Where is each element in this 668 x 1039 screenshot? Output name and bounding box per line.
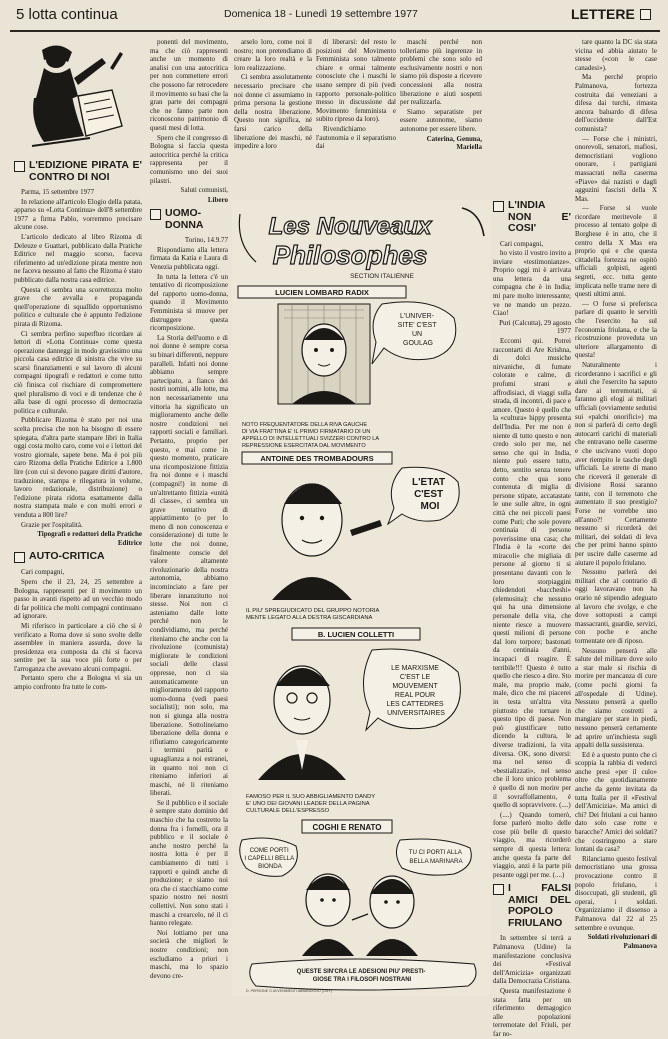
paragraph: — Forse che i ministri, onorevoli, senatori, mafiosi, democristiani vogliono onorare, i partigiani massacrati nella caserma «Piave» dai nazisti e dagli agguzini fascisti della X Mas. (575, 134, 657, 203)
paragraph: Noi lottiamo per una società che migliori le nostre condizioni; non escludiamo a priori i maschi, ma lo spazio devono cre- (150, 928, 228, 980)
paragraph: — O forse si preferisca parlare di quanto le servitù che l'esercito ha sul l'economia friulana, e che la ricostruzione proveduta un ulteriore allargamento di questa! (575, 299, 657, 360)
paragraph: Spero che il 23, 24, 25 settembre a Bologna, rappresenti per il movimento un passo in avanti rispetto ad un vecchio modo di far politica che molti compagni continuano ad ignorare. (14, 577, 142, 621)
cartoon-footnote: D. PERSONE O AVVENIMENTI ABBANDONO (CMY) (246, 989, 332, 993)
paragraph: La Storia dell'uomo e di noi donne è sempre corsa su binari differenti, neppure paralleli. Infatti noi donne abbiamo sempre partecipato, a fianco dei nostri uomini, alle lotte, ma non necessariamente una vittoria ha significato un miglioramento anche delle nostre condizioni nei rapporti sociali e familiari. Pertanto, proprio per questo, e mai come in questo momento, praticare una ricomposizione fittizia fra noi donne e i maschi (compagni!) in nome di un'altrettanto fittizia «unità di classe», ci sembra un grave tentativo di appiattimento (o per lo meno di non conoscenza e considerazione) di tutte le lotte che noi donne, finalmente conscie del valore altamente rivoluzionario della nostra autonomia, abbiamo incominciato a fare per liberare innanzitutto noi stesse. Noi non ci asteniamo dalle lotte perché non le condividiamo, ma perché riteniamo che anche con la rivoluzione (comunista) migliorate le condizioni sociali delle classi oppresse, non ci sia automaticamente un miglioramento del rapporto uomo-donna (vedi paesi socialisti); non solo, ma non si giunga alla nostra liberazione. Sottolineiamo liberazione della donna e rifiutiamo categoricamente i termini parità e uguaglianza a noi estranei, in quanto noi non ci riteniamo inferiori ai maschi, né li riteniamo liberati. (150, 333, 229, 798)
article-title-uomo-donna: UOMO-DONNA (150, 208, 228, 231)
square-bullet-icon (493, 884, 504, 895)
balloon-text-2: L'ETAT C'EST MOI (412, 477, 446, 512)
cartoon-title-1: Les Nouveaux (268, 213, 432, 240)
square-bullet-icon (150, 209, 161, 220)
section-title (571, 6, 651, 22)
paragraph: Pertanto spero che a Bologna vi sia un ampio confronto fra tutte le com- (14, 674, 142, 692)
paragraph: Rilanciamo questo festival democristiano una grossa provocazione contro il popolo friulano, i disoccupati, gli studenti, gli operai, i soldati. Organizziamo il dissenso a Palmanova dal 22 al 25 settembre e ovunque. (575, 854, 657, 932)
paragraph: Se il pubblico e il sociale è sempre stato dominio del maschio che ha costretto la donna fra i fornelli, ora il pubblico e il sociale è anche nostro perché la nostra lotta è per il cambiamento di tutti i rapporti e quindi anche di produzione; e siamo noi ora che ci stacchiamo come spazio nostro nei nostri collettivi. Non sono stati i maschi a crearcelo, né il ci hanno relegate. (150, 798, 228, 928)
header-rule (10, 30, 660, 32)
paragraph: In tutta la lettera c'è un tentativo di ricomposizione del rapporto uomo-donna, quando il Movimento Femminista si muove per distruggere questa ricomposizione. (150, 272, 228, 333)
signature: Libero (207, 195, 228, 204)
writer-illustration (14, 38, 142, 156)
paragraph: In settembre si terrà a Palmanova (Udine) la manifestazione conclusiva dei «Festival dell'Amicizia» organizzati dalla Democrazia Cristiana. (493, 934, 571, 986)
name-label-1: LUCIEN LOMBARD RADIX (275, 288, 369, 297)
column-1 (14, 38, 142, 993)
article-title-autocritica: AUTO-CRITICA (14, 551, 142, 563)
dateline: Puri (Calcutta), 29 agosto 1977 (499, 318, 571, 336)
column-2 (150, 38, 228, 993)
paragraph: Grazie per l'ospitalità. (21, 520, 83, 529)
paragraph: Ci sembra assolutamente necessario precisare che noi donne ci assumiamo in prima persona la gestione della nostra liberazione. Questo non significa, né farsi carico della liberazione dei maschi, né impedire a loro (234, 73, 312, 151)
greeting: Saluti comunisti, (180, 186, 228, 195)
name-label-2: ANTOINE DES TROMBADOURS (260, 454, 374, 463)
paragraph: ponenti del movimento, ma che ciò rappresenti anche un momento di analisi con una autocritica per non commettere errori che possono far retrocedere il movimento su basi che la gran parte dei compagni che ne fanno parte non riconoscono patrimonio di questi mesi di lotta. (150, 38, 228, 132)
square-bullet-icon (14, 552, 25, 563)
paragraph: arselo loro, come noi il nostro; non pretendiamo di creare la loro realtà e la loro realizzazione. (234, 38, 312, 72)
paragraph: Nessuno parlerà dei militari che al contrario di oggi lavoravano non ha orario né stipendio adeguato al lavoro che svolge, e che dove sottoposti a campi massacranti, guardie, servizi, con poche e anche tormentate ore di riposo. (575, 568, 657, 645)
paragraph: di liberarsi: del resto le posizioni del Movimento Femminista sono talmente chiare e ormai talmente conosciute che i maschi le usano sempre di più (vedi rapporto personale-politico messo in discussione dal Movimento femminista e subito ripreso da loro). (316, 38, 396, 124)
paragraph: Mi riferisco in particolare a ciò che si è verificato a Roma dove si sono svolte delle assemblee in maniera assurda, dove la presidenza era composta da chi si faceva sentire per la sua voce più forte o per l'arroganza che avevano alcuni compagni. (14, 621, 142, 673)
square-bullet-icon (14, 161, 25, 172)
caption-1: NOTO FREQUENTATORE DELLA RIVA GAUCHE DI VIA FRATTINA E' IL PRIMO FIRMATARIO DI UN APPELLO DI INTELLETTUALI SVIZZERI CONTRO LA REPRESSIONE ESERCITATA DAL MOVIMENTO (242, 422, 379, 449)
paragraph: maschi perché non tolleriamo più ingerenze in problemi che sono solo ed esclusivamente nostri e non siamo più disposte a ricevere concessioni alla nostra liberazione e aiuti sospetti per realizzarla. (400, 38, 482, 107)
paragraph: Siamo separatiste per essere autonome, siamo autonome per essere libere. (400, 107, 482, 133)
paragraph: Cari compagni, (21, 568, 65, 577)
paragraph: Ci sembra perfino superfluo ricordare ai lettori di «Lotta Continua» come questa operazione danneggi in modo gravissimo una piccola casa editrice di sinistra che vive su scarsi finanziamenti e sul lavoro di alcuni compagni tipografi e redattori e come tutto ciò finisca col rischiare di compromettere quel pluralismo di voci e di tendenze che è alla base di ogni processo di democrazia politica e culturale. (14, 329, 142, 415)
paragraph: (....) Quando tornerò, forse parlerò molto delle cose più belle di questo viaggio, ma ricorderò sempre di questa lettera: anche questa fa parte del viaggio, anzi è la parte più pesante oggi per me. (....) (493, 810, 571, 879)
column-4 (316, 38, 396, 196)
dateline: Parma, 15 settembre 1977 (21, 188, 95, 196)
paragraph: Spero che il congresso di Bologna si faccia questa autocritica perché la critica rappresenta per il comunismo uno dei suoi pilastri. (150, 133, 228, 185)
caption-2: IL PIU' SPREGIUDICATO DEL GRUPPO NOTORIA MENTE LEGATO ALLA DESTRA GISCARDIANA (246, 608, 380, 621)
balloon-text-4b: TU CI PORTI ALLA BELLA MARINARA (408, 849, 463, 865)
paragraph: Rivendichiamo l'autonomia e il separatismo dai (316, 124, 396, 151)
article-title-pirate-edition: L'EDIZIONE PIRATA E' CONTRO DI NOI (14, 160, 142, 183)
column-india-body (493, 196, 571, 1038)
paragraph: Questa manifestazione è stata fatta per un riferimento demagogico alle popolazioni terremotate del Friuli, per far no- (493, 987, 571, 1038)
paragraph: Ed è a questo punto che ci scoppia la rabbia di vederci anche presi «per il culo» oltre che quotidianamente anche da gente invitata da tutta Italia per il «Festival dell'Amicizia». Ma amici di chi? Dei friulani a cui hanno dato solo case rotte e baracche? Amici dei soldati? che costringono a stare lontani da casa? (575, 750, 657, 854)
issue-date: Domenica 18 - Lunedì 19 settembre 1977 (224, 8, 418, 20)
dateline: Torino, 14.9.77 (184, 236, 228, 245)
square-bullet-icon (493, 201, 504, 212)
section-label: LETTERE (571, 6, 635, 22)
balloon-text-3: LE MARXISME C'EST LE MOUVEMENT REAL POUR LES CATTEDRES UNIVERSITAIRES (386, 665, 445, 717)
column-3 (234, 38, 312, 196)
caricature-1 (278, 304, 370, 404)
caption-3: FAMOSO PER IL SUO ABBIGLIAMENTO DANDY E' UNO DEI GIOVANI LEADER DELLA PAGINA CULTURALE DELL'ESPRESSO (246, 794, 376, 814)
article-title-india: L'INDIA NON E' COSI' (493, 200, 571, 235)
name-label-4: COGHI E RENATO (312, 823, 382, 832)
paragraph: — Forse si vuole ricordare meritevole il processo al tentato golpe di Borghese è in atto, che il centro della X Mas era proprio qui e che questa cittadella fortezza ne ospitò ufficiali golpisti, agenti segreti, ecc. tutta gente implicata nelle trame nere di questi ultimi anni. (575, 204, 657, 299)
signature: Soldati rivoluzionari di Palmanova (587, 933, 657, 950)
paragraph: Nessuno penserà alle salute del militare dove solo a star male si rischia di morire per mancanza di cure (come pochi giorni fa all'ospedale di Udine). Nessuno penserà a quello che siamo costretti a mangiare per stare in piedi, nessuno penserà certamente ad aprire un'inchiesta sugli appalti della sussistenza. (575, 646, 657, 750)
column-6 (575, 38, 657, 993)
signature: Tipografi e redattori della Pratiche Editrice (37, 530, 142, 547)
paragraph: Ma perché proprio Palmanova, fortezza costruita dai veneziani a difesa dai turchi, rimasta ancora baluardo di difesa dell'occidente dall'Est comunista? (575, 73, 657, 133)
paragraph: Pubblicare Rizoma è stato per noi una scelta precisa che non ha bisogno di essere spiegata, d'altra parte stampare libri in Italia oggi costa molto caro, come voi e i lettori del vostro giornale, sapete bene. Ma è poi più caro Rizoma della Pratiche Editrice a 1.800 lire (con cui si devono pagare diritti d'autore, traduzione, stampa e rilegatura in volume, lavoro redazionale, distribuzione) o l'edizione pirata ridotta esattamente dalla nostra stampata male e con molti errori e venduta a 800 lire? (14, 416, 142, 519)
article-title-falsi-amici: I FALSI AMICI DEL POPOLO FRIULANO (493, 883, 571, 929)
name-label-3: B. LUCIEN COLLETTI (317, 630, 395, 639)
paragraph: Rispondiamo alla lettera firmata da Katia e Laura di Venezia pubblicata oggi. (150, 245, 228, 272)
column-5 (400, 38, 482, 196)
balloon-text-1: L'UNIVER- SITE' C'EST UN GOULAG (397, 313, 437, 347)
paragraph: Eccomi qui. Potrei raccontarti di Are Krishna, di dolci musiche nirvaniche, di fumate colorate e calme, di profumi strani e affrodisiaci, di viaggi sulla strada, di incontri, di pace e amore. Questo è quello che la «cultura» hippy presenta dell'India. Per me non è niente di tutto questo e non credo solo per me, nel senso che qui in India, niente può essere tutto, detto, sentito senza tenere conto che qua sono contenuta di miglia di persone stipate, accatastate le une sulle altre, in ogni città che nei piccoli paesi come Puri; che sole povere centinaia di persone poverissime una casa; che l'India è la «corte dei miracoli» che migliaia di persone al giorno ti si presentano davanti con le loro storpiaggini chiedendoti «baccheshi» (elemosina): che nessuno qui ha una dimensione personale della vita, che niente riesce a muovere questi milioni di persone dal loro torpore; bastonati da centinaia d'anni, incapaci di reagire. È terribile!!! Questo è tutto quello che riesco a dire. Sto male, ma proprio male, male, dico che mi piacerei in testa un'altra vita piuttosto che tornare in questo tipo di paese. Non può giustificare tutto dicendo la cultura, le diverse tradizioni, la vita diversa. OK, sono diversi: ma nel senso di «bestializzati», nel senso che il loro unico problema è quello di non morire per il sovraffollamento, è quello di sopravvivere. (....) (493, 337, 571, 810)
cartoon-nouveaux-philosophes (232, 200, 490, 995)
paragraph: tare quanto la DC sia stata vicina ed abbia aiutato le stesse («con le case canadesi»). (575, 38, 657, 72)
paragraph: Naturalmente i ricorderanno i sacrifici e gli aiuti che l'esercito ha saputo dare ai terremotati, si faranno gli elogi ai militari ufficiali (ovviamente sedutisi sui «palchi onorifici») ma non si parlerà di certo degli autocarri carichi di materiali che entravano nelle caserme e che uscivano vuoti dopo aver riempito le tasche degli ufficiali. Le strette di mano che riceverà il generale di divisione Rossi saranno tante, con il terremoto che aumentato il suo prestigio? Forse ne vorrebbe uno all'anno?! Certamente nessuno si ricorderà dei militari, dei soldati di leva che per primi hanno spinto per uscire dalle caserme ad aiutare il popolo friulano. (575, 360, 657, 567)
page-number-masthead: 5 lotta continua (16, 6, 118, 23)
paragraph: In relazione all'articolo Elogio della patata, apparso su «Lotta Continua» dell'8 settembre 1977 a firma Pablo, vorremmo precisare alcune cose. (14, 197, 142, 232)
paragraph: L'articolo dedicato al libro Rizoma di Deleuze e Guattari, pubblicato dalla Pratiche Editrice nel maggio scorso, faceva riferimento ad un'edizione pirata mentre non ne faceva nessuno al fatto che Rizoma è stato pubblicato dalla nostra casa editrice. (14, 232, 142, 284)
cartoon-title-2: Philosophes (272, 240, 428, 270)
caption-4: QUESTE SIN'CRA LE ADESIONI PIU' PRESTI- GIOSE TRA I FILOSOFI NOSTRANI (296, 969, 426, 983)
paragraph: Questa ci sembra una scorrettezza molto grave che avvalla e propaganda quell'operazione di squallido opportunismo politico e culturale che è appunto l'edizione pirata di Rizoma. (14, 285, 142, 328)
paragraph: Cari compagni, (500, 239, 544, 248)
square-icon (640, 9, 651, 20)
paragraph: ho visto il vostro invito a inviare «testimonianze». Proprio oggi mi è arrivata una lettera da una compagna che è in India; mi pare molto interessante; ve ne mando un pezzo. Ciao! (493, 249, 571, 318)
cartoon-subtitle: SECTION ITALIENNE (350, 273, 414, 280)
signature: Caterina, Gemma, Mariella (426, 134, 482, 152)
balloon-text-4a: COME PORTI I CAPELLI BELLA BIONDA (244, 847, 294, 870)
